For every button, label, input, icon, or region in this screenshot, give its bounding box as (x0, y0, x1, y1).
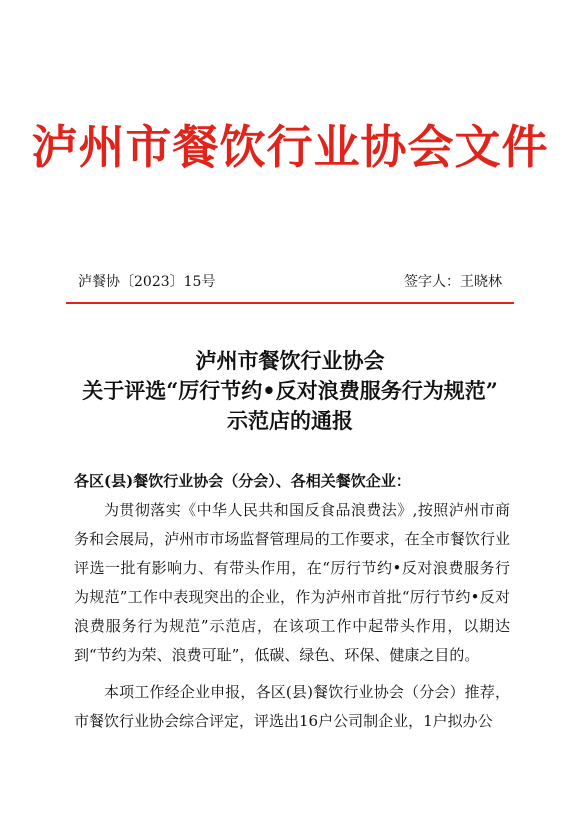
document-number: 泸餐协〔2023〕15号 (78, 274, 216, 290)
document-meta-row (78, 272, 502, 292)
notice-title-line2: 关于评选“厉行节约•反对浪费服务行为规范” (82, 378, 498, 403)
notice-title-line1: 泸州市餐饮行业协会 (195, 348, 385, 373)
addressee: 各区(县)餐饮行业协会（分会）、各相关餐饮企业： (74, 472, 411, 490)
signer: 签字人：王晓林 (404, 274, 502, 290)
body-paragraph-1: 为贯彻落实《中华人民共和国反食品浪费法》,按照泸州市商务和会展局，泸州市市场监督管理局的工作要求，在全市餐饮行业评选一批有影响力、有带头作用，在“厉行节约•反对浪费服务行为规范”工作中表现突出的企业，作为泸州市首批“厉行节约•反对浪费服务行为规范”示范店，在该项工作中起带头作用，以期达到“节约为荣、浪费可耻”，低碳、绿色、环保、健康之目的。 (74, 501, 510, 664)
document-header-title: 泸州市餐饮行业协会文件 (31, 120, 549, 174)
notice-title (60, 346, 520, 436)
red-divider (66, 302, 514, 304)
body-paragraph-2: 本项工作经企业申报，各区(县)餐饮行业协会（分会）推荐，市餐饮行业协会综合评定，评选出16户公司制企业，1户拟办公 (74, 683, 510, 730)
notice-title-line3: 示范店的通报 (227, 408, 353, 433)
document-body (74, 496, 510, 744)
